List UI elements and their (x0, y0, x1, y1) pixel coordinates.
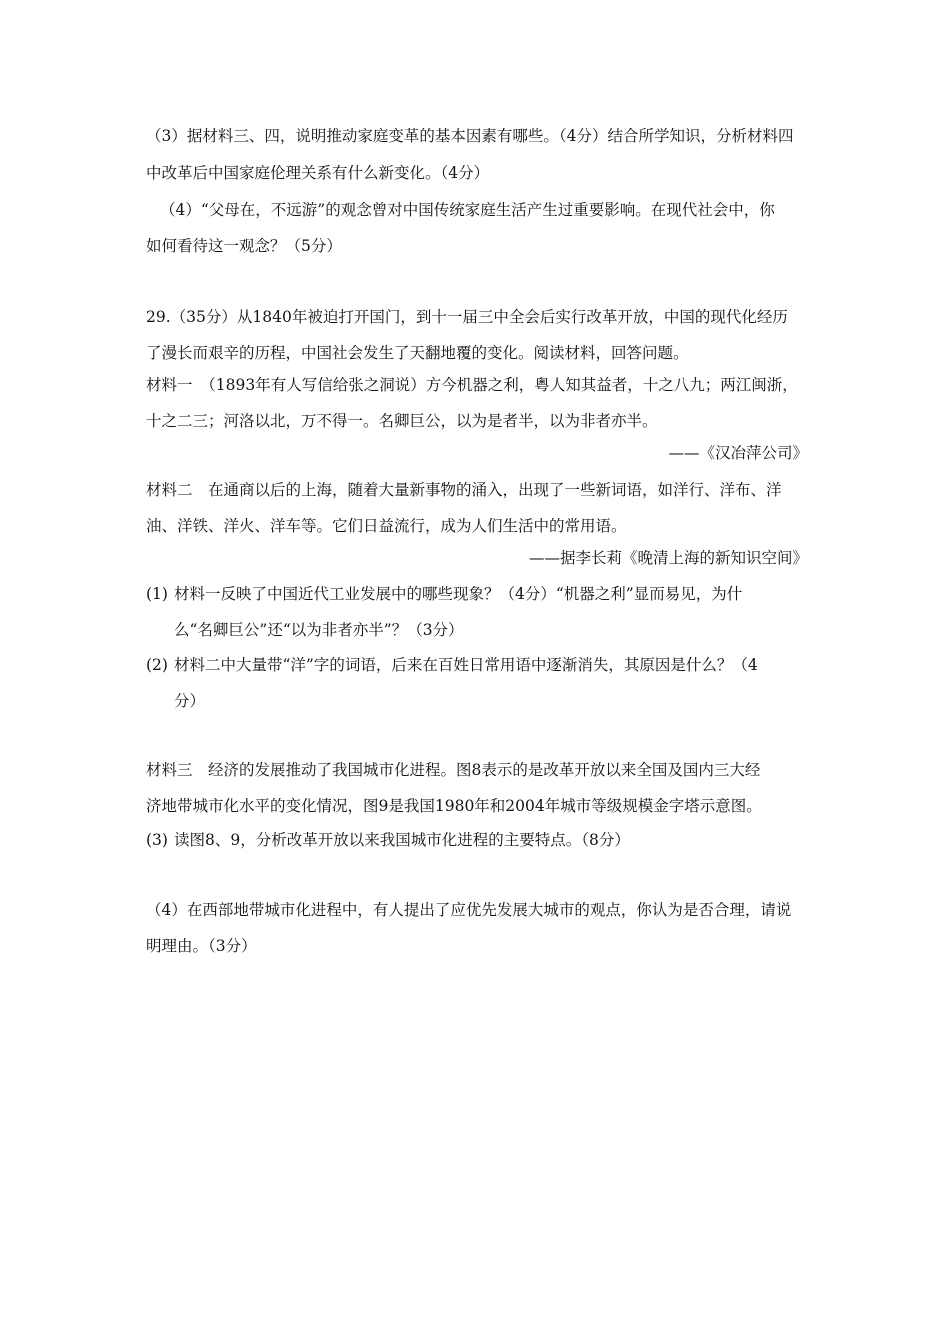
material-1-line-1: 材料一 （1893年有人写信给张之洞说）方今机器之利，粤人知其益者，十之八九；两江闽浙， (146, 376, 798, 394)
material-1-source: ——《汉冶萍公司》 (668, 444, 808, 462)
subquestion-3-number: (3) (146, 831, 168, 849)
question-3-line-1: （3）据材料三、四，说明推动家庭变革的基本因素有哪些。（4分）结合所学知识，分析材料四 (146, 127, 794, 145)
subquestion-2-number: (2) (146, 656, 168, 674)
material-2-source: ——据李长莉《晚清上海的新知识空间》 (528, 549, 808, 567)
subquestion-1-line-1: 材料一反映了中国近代工业发展中的哪些现象？（4分）“机器之利”显而易见，为什 (174, 585, 743, 603)
material-3-line-2: 济地带城市化水平的变化情况，图9是我国1980年和2004年城市等级规模金字塔示意图。 (146, 797, 762, 815)
subquestion-3-line-1: 读图8、9，分析改革开放以来我国城市化进程的主要特点。（8分） (174, 831, 630, 849)
subquestion-1-number: (1) (146, 585, 168, 603)
question-4-line-2: 如何看待这一观念？（5分） (146, 237, 342, 255)
question-29-line-2: 了漫长而艰辛的历程，中国社会发生了天翻地覆的变化。阅读材料，回答问题。 (146, 344, 689, 362)
material-1-line-2: 十之二三；河洛以北，万不得一。名卿巨公，以为是者半，以为非者亦半。 (146, 412, 658, 430)
subquestion-4-line-1: （4）在西部地带城市化进程中，有人提出了应优先发展大城市的观点，你认为是否合理，请说 (146, 901, 792, 919)
question-4-line-1: （4）“父母在，不远游”的观念曾对中国传统家庭生活产生过重要影响。在现代社会中，你 (160, 201, 775, 219)
question-29-line-1: 29.（35分）从1840年被迫打开国门，到十一届三中全会后实行改革开放，中国的现代化经历 (146, 308, 788, 326)
question-3-line-2: 中改革后中国家庭伦理关系有什么新变化。（4分） (146, 164, 490, 182)
material-2-line-2: 油、洋铁、洋火、洋车等。它们日益流行，成为人们生活中的常用语。 (146, 517, 627, 535)
material-2-line-1: 材料二 在通商以后的上海，随着大量新事物的涌入，出现了一些新词语，如洋行、洋布、洋 (146, 481, 782, 499)
subquestion-4-line-2: 明理由。（3分） (146, 937, 257, 955)
subquestion-2-line-2: 分） (174, 692, 206, 710)
subquestion-1-line-2: 么“名卿巨公”还“以为非者亦半”？（3分） (174, 621, 464, 639)
subquestion-2-line-1: 材料二中大量带“洋”字的词语，后来在百姓日常用语中逐渐消失，其原因是什么？（4 (174, 656, 758, 674)
material-3-line-1: 材料三 经济的发展推动了我国城市化进程。图8表示的是改革开放以来全国及国内三大经 (146, 761, 761, 779)
